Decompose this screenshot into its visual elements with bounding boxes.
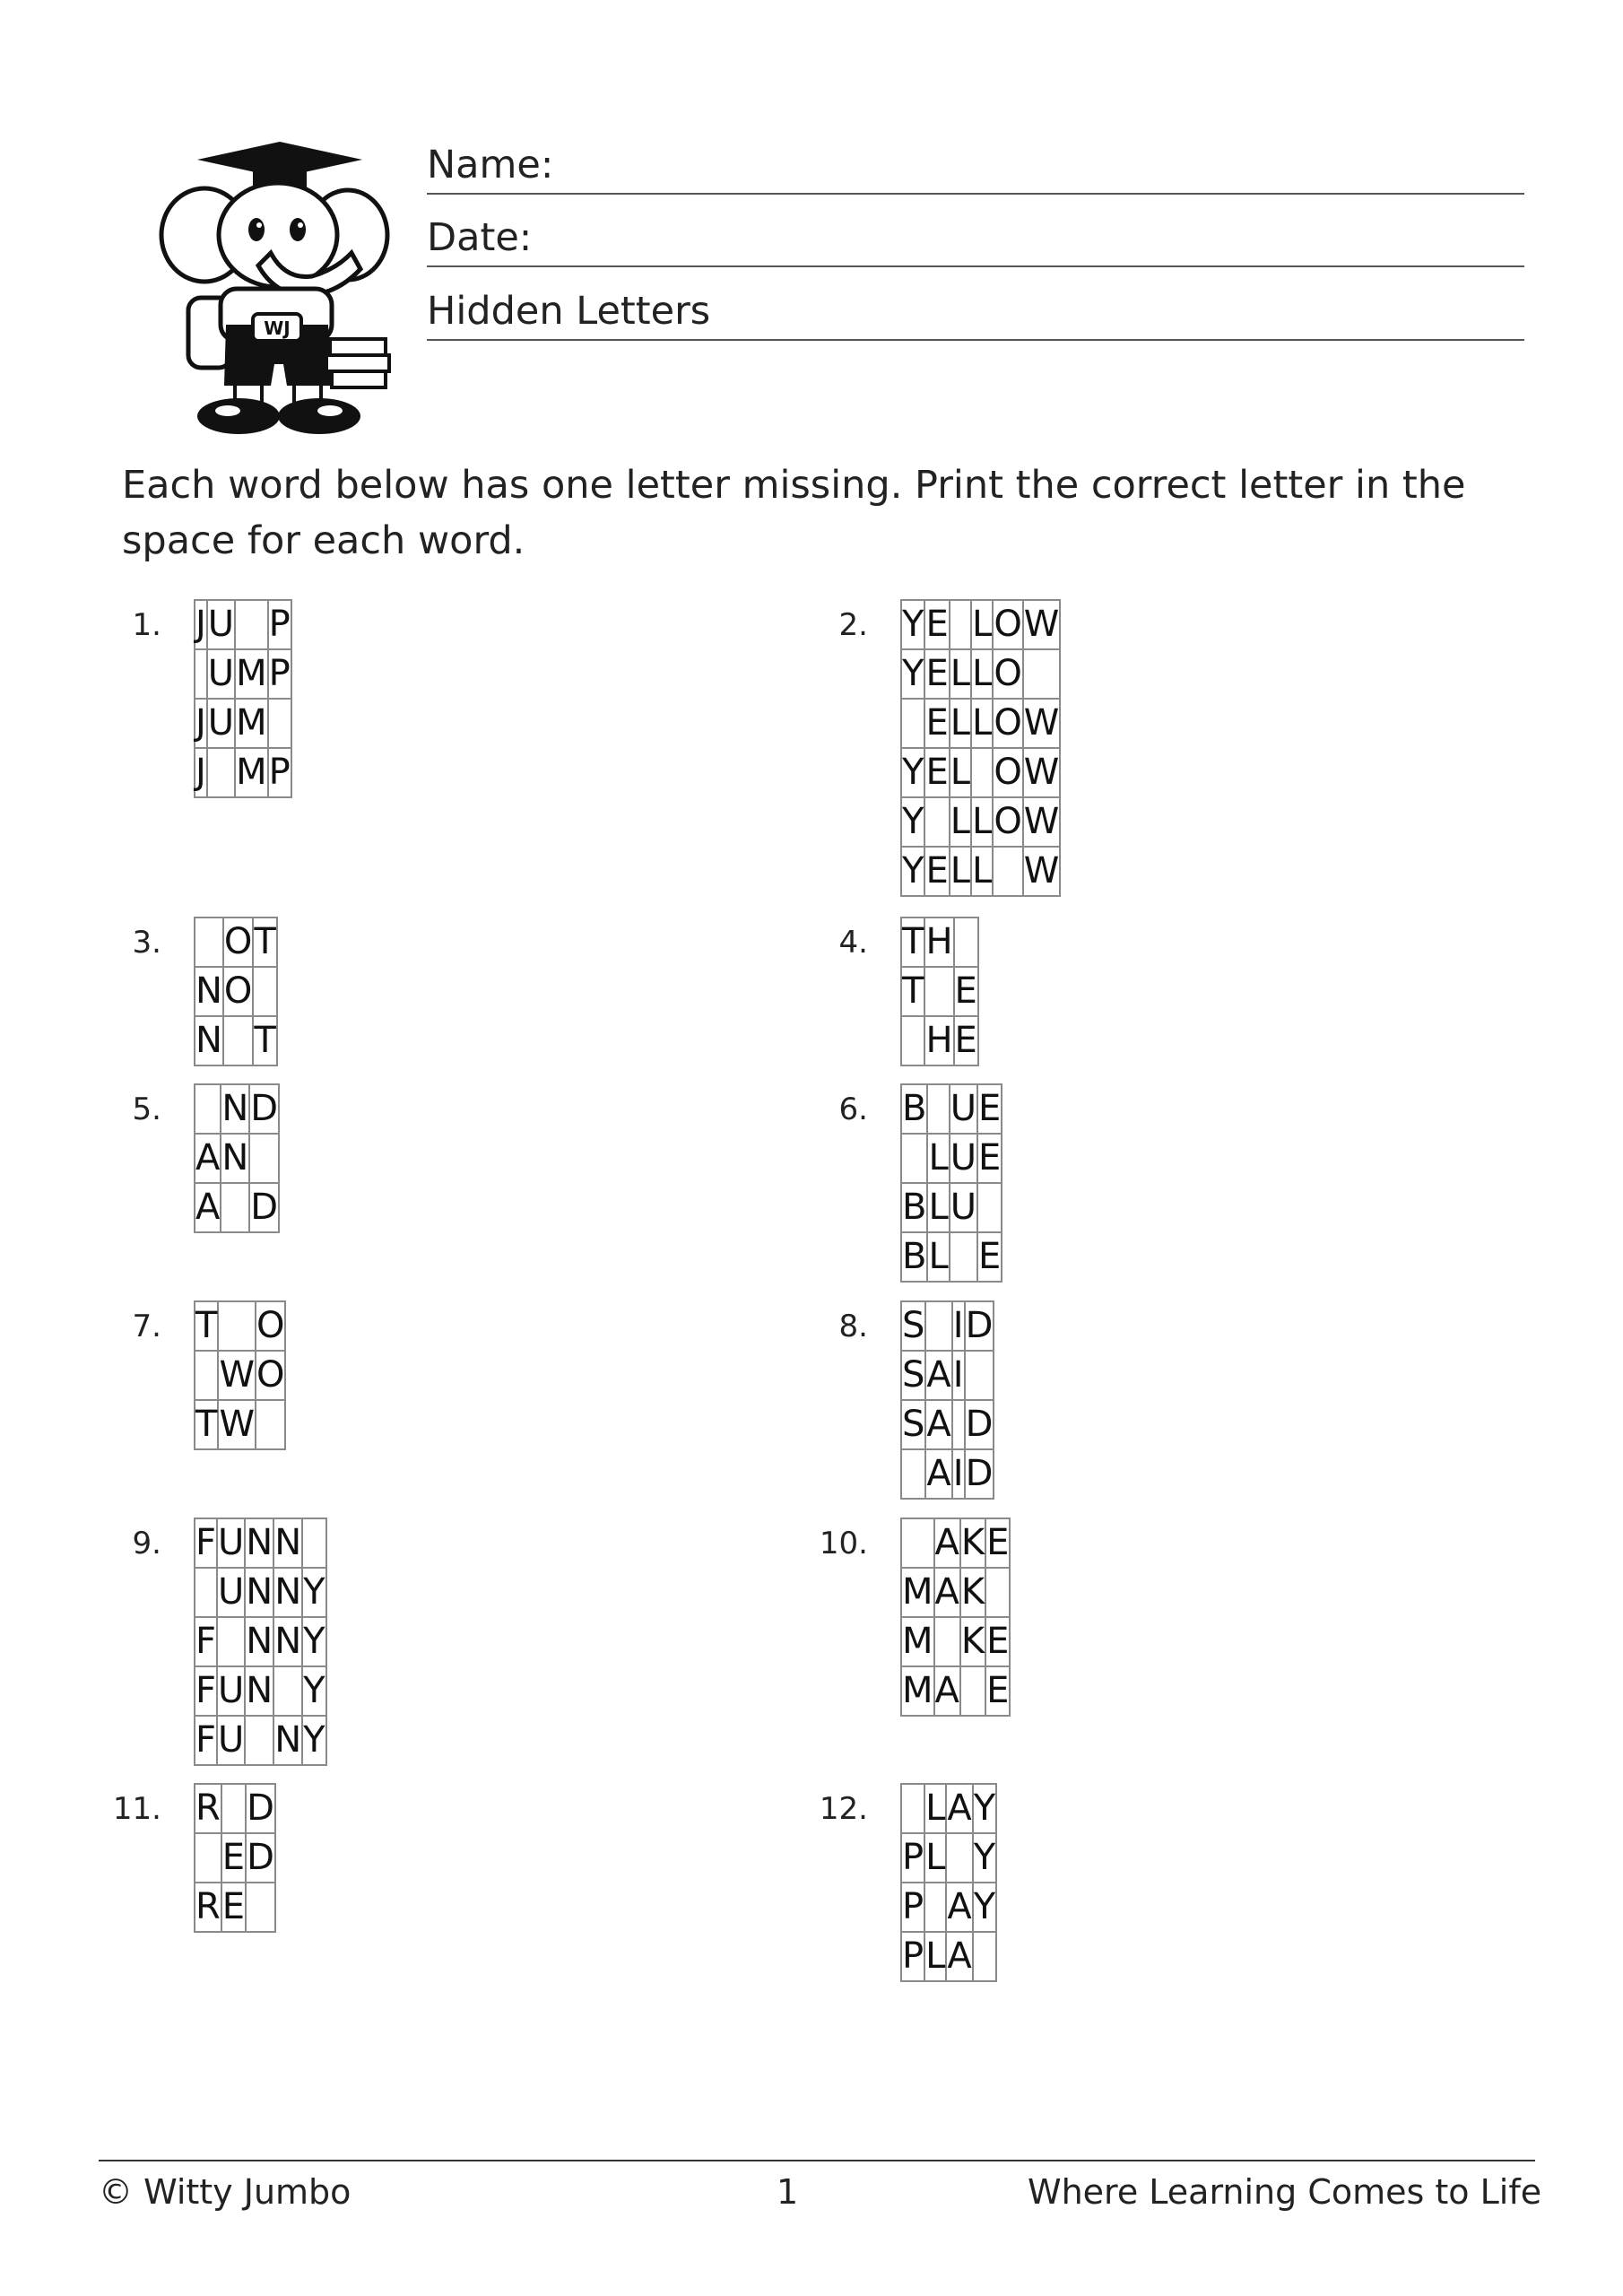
letter-cell: I xyxy=(952,1351,965,1400)
puzzle-number: 1. xyxy=(132,607,161,643)
letter-cell: O xyxy=(993,649,1022,699)
blank-letter-cell[interactable] xyxy=(950,1232,977,1282)
blank-letter-cell[interactable] xyxy=(934,1617,960,1666)
letter-cell: N xyxy=(245,1568,273,1617)
letter-grid xyxy=(194,917,278,1066)
letter-cell: D xyxy=(246,1833,275,1883)
grid-row xyxy=(901,1833,996,1883)
letter-cell: E xyxy=(977,1084,1002,1134)
blank-letter-cell[interactable] xyxy=(924,1883,946,1932)
letter-cell: Y xyxy=(901,600,924,649)
letter-cell: U xyxy=(217,1666,245,1716)
letter-cell: W xyxy=(1023,748,1061,797)
letter-cell: Y xyxy=(901,797,924,847)
blank-letter-cell[interactable] xyxy=(223,1016,253,1065)
instructions-text: Each word below has one letter missing. Print the correct letter in the space for each word. xyxy=(122,463,1466,563)
letter-cell: E xyxy=(985,1617,1010,1666)
blank-letter-cell[interactable] xyxy=(195,1084,221,1134)
puzzle-number: 5. xyxy=(132,1091,161,1127)
letter-cell: O xyxy=(993,797,1022,847)
grid-row xyxy=(901,967,978,1016)
letter-cell: P xyxy=(901,1883,924,1932)
grid-row xyxy=(901,1016,978,1065)
blank-letter-cell[interactable] xyxy=(195,1568,217,1617)
letter-cell: J xyxy=(195,600,207,649)
date-field-line[interactable] xyxy=(427,212,1524,267)
letter-cell: A xyxy=(946,1932,972,1981)
blank-letter-cell[interactable] xyxy=(901,1016,924,1065)
grid-row xyxy=(195,1568,326,1617)
grid-row xyxy=(195,1016,277,1065)
grid-row xyxy=(901,1883,996,1932)
grid-row xyxy=(901,1449,994,1499)
grid-row xyxy=(901,1351,994,1400)
grid-row xyxy=(901,1617,1010,1666)
grid-row xyxy=(195,1833,275,1883)
letter-cell: A xyxy=(934,1518,960,1568)
date-label: Date: xyxy=(427,215,533,260)
letter-grid xyxy=(194,1300,286,1450)
puzzle-number: 9. xyxy=(132,1526,161,1561)
letter-cell: A xyxy=(195,1183,221,1232)
letter-cell: E xyxy=(924,847,949,896)
letter-cell: N xyxy=(245,1518,273,1568)
footer-page-number: 1 xyxy=(777,2172,799,2212)
blank-letter-cell[interactable] xyxy=(207,748,235,797)
letter-cell: Y xyxy=(901,748,924,797)
letter-cell: U xyxy=(207,649,235,699)
letter-cell: E xyxy=(954,1016,978,1065)
blank-letter-cell[interactable] xyxy=(245,1716,273,1765)
letter-cell: K xyxy=(960,1617,985,1666)
letter-cell: W xyxy=(218,1351,256,1400)
grid-row xyxy=(901,600,1060,649)
letter-cell: A xyxy=(946,1784,972,1833)
letter-cell: O xyxy=(223,918,253,967)
letter-cell: M xyxy=(235,699,268,748)
letter-cell: L xyxy=(950,797,971,847)
letter-cell: W xyxy=(1023,600,1061,649)
grid-row xyxy=(195,1784,275,1833)
letter-cell: N xyxy=(195,1016,223,1065)
letter-cell: M xyxy=(901,1617,934,1666)
letter-cell: I xyxy=(952,1449,965,1499)
grid-row xyxy=(195,918,277,967)
letter-cell: T xyxy=(195,1400,218,1449)
letter-grid xyxy=(900,599,1061,897)
mascot-badge-text: WJ xyxy=(264,317,291,339)
blank-letter-cell[interactable] xyxy=(901,699,924,748)
letter-cell: L xyxy=(950,699,971,748)
blank-letter-cell[interactable] xyxy=(256,1400,285,1449)
letter-cell: Y xyxy=(302,1617,325,1666)
letter-cell: Y xyxy=(901,847,924,896)
letter-cell: A xyxy=(195,1134,221,1183)
blank-letter-cell[interactable] xyxy=(993,847,1022,896)
blank-letter-cell[interactable] xyxy=(960,1666,985,1716)
letter-cell: U xyxy=(950,1134,977,1183)
blank-letter-cell[interactable] xyxy=(954,918,978,967)
letter-cell: N xyxy=(273,1568,302,1617)
grid-row xyxy=(901,1084,1002,1134)
letter-cell: O xyxy=(993,748,1022,797)
letter-cell: L xyxy=(927,1183,949,1232)
letter-cell: N xyxy=(245,1617,273,1666)
worksheet-title: Hidden Letters xyxy=(427,289,711,334)
letter-grid xyxy=(900,1518,1011,1717)
letter-cell: E xyxy=(221,1883,246,1932)
letter-cell: T xyxy=(253,1016,276,1065)
puzzle-number: 3. xyxy=(132,925,161,961)
letter-grid xyxy=(900,1300,994,1500)
letter-cell: U xyxy=(207,600,235,649)
puzzle-number: 6. xyxy=(838,1091,868,1127)
letter-cell: D xyxy=(249,1183,279,1232)
letter-cell: L xyxy=(927,1232,949,1282)
grid-row xyxy=(195,1134,279,1183)
blank-letter-cell[interactable] xyxy=(302,1518,325,1568)
letter-cell: E xyxy=(977,1134,1002,1183)
letter-grid xyxy=(900,1083,1002,1283)
letter-cell: D xyxy=(965,1400,994,1449)
blank-letter-cell[interactable] xyxy=(253,967,276,1016)
letter-cell: L xyxy=(950,748,971,797)
blank-letter-cell[interactable] xyxy=(221,1183,249,1232)
puzzle-number: 10. xyxy=(819,1526,868,1561)
grid-row xyxy=(901,1518,1010,1568)
grid-row xyxy=(901,1134,1002,1183)
grid-row xyxy=(901,1301,994,1351)
letter-cell: U xyxy=(950,1183,977,1232)
letter-cell: E xyxy=(954,967,978,1016)
blank-letter-cell[interactable] xyxy=(221,1784,246,1833)
footer-copyright: © Witty Jumbo xyxy=(99,2172,352,2212)
letter-cell: Y xyxy=(302,1666,325,1716)
name-label: Name: xyxy=(427,143,554,187)
letter-cell: A xyxy=(946,1883,972,1932)
letter-cell: W xyxy=(1023,797,1061,847)
letter-cell: H xyxy=(924,918,953,967)
letter-cell: S xyxy=(901,1301,925,1351)
letter-cell: A xyxy=(925,1351,951,1400)
letter-cell: L xyxy=(971,797,993,847)
grid-row xyxy=(901,918,978,967)
letter-cell: L xyxy=(950,847,971,896)
letter-cell: R xyxy=(195,1784,221,1833)
blank-letter-cell[interactable] xyxy=(924,797,949,847)
letter-cell: K xyxy=(960,1518,985,1568)
letter-cell: P xyxy=(268,649,291,699)
letter-cell: U xyxy=(217,1518,245,1568)
letter-cell: D xyxy=(249,1084,279,1134)
letter-cell: N xyxy=(221,1084,249,1134)
worksheet-title-line xyxy=(427,285,1524,341)
blank-letter-cell[interactable] xyxy=(901,1784,924,1833)
blank-letter-cell[interactable] xyxy=(235,600,268,649)
blank-letter-cell[interactable] xyxy=(249,1134,279,1183)
grid-row xyxy=(195,1084,279,1134)
blank-letter-cell[interactable] xyxy=(901,1134,927,1183)
grid-row xyxy=(195,1301,285,1351)
blank-letter-cell[interactable] xyxy=(965,1351,994,1400)
letter-cell: L xyxy=(971,600,993,649)
letter-grid xyxy=(900,1783,997,1982)
letter-grid xyxy=(900,917,979,1066)
grid-row xyxy=(195,1617,326,1666)
letter-cell: L xyxy=(950,649,971,699)
letter-cell: B xyxy=(901,1183,927,1232)
letter-cell: I xyxy=(952,1301,965,1351)
letter-cell: T xyxy=(901,967,924,1016)
letter-cell: A xyxy=(925,1400,951,1449)
grid-row xyxy=(195,699,291,748)
letter-cell: N xyxy=(221,1134,249,1183)
puzzle-number: 7. xyxy=(132,1309,161,1344)
letter-cell: W xyxy=(218,1400,256,1449)
letter-cell: L xyxy=(971,847,993,896)
letter-cell: K xyxy=(960,1568,985,1617)
letter-cell: W xyxy=(1023,847,1061,896)
letter-cell: M xyxy=(235,649,268,699)
letter-cell: D xyxy=(965,1449,994,1499)
footer-divider xyxy=(99,2160,1535,2161)
letter-cell: L xyxy=(971,649,993,699)
letter-cell: W xyxy=(1023,699,1061,748)
letter-cell: M xyxy=(235,748,268,797)
letter-cell: E xyxy=(924,748,949,797)
letter-cell: T xyxy=(195,1301,218,1351)
letter-cell: E xyxy=(924,699,949,748)
letter-cell: S xyxy=(901,1400,925,1449)
blank-letter-cell[interactable] xyxy=(268,699,291,748)
letter-cell: F xyxy=(195,1617,217,1666)
letter-cell: P xyxy=(901,1833,924,1883)
grid-row xyxy=(901,748,1060,797)
letter-cell: P xyxy=(268,600,291,649)
letter-cell: U xyxy=(217,1568,245,1617)
letter-cell: N xyxy=(195,967,223,1016)
grid-row xyxy=(901,1400,994,1449)
letter-cell: E xyxy=(977,1232,1002,1282)
letter-cell: N xyxy=(273,1518,302,1568)
puzzle-number: 2. xyxy=(838,607,868,643)
grid-row xyxy=(195,1518,326,1568)
letter-cell: F xyxy=(195,1666,217,1716)
letter-cell: E xyxy=(924,649,949,699)
blank-letter-cell[interactable] xyxy=(973,1932,996,1981)
letter-cell: N xyxy=(245,1666,273,1716)
grid-row xyxy=(195,1400,285,1449)
letter-cell: D xyxy=(965,1301,994,1351)
puzzle-number: 8. xyxy=(838,1309,868,1344)
letter-grid xyxy=(194,1783,276,1933)
grid-row xyxy=(901,1568,1010,1617)
blank-letter-cell[interactable] xyxy=(971,748,993,797)
letter-cell: S xyxy=(901,1351,925,1400)
letter-cell: E xyxy=(924,600,949,649)
letter-cell: N xyxy=(273,1617,302,1666)
grid-row xyxy=(195,600,291,649)
grid-row xyxy=(901,1932,996,1981)
elephant-mascot-illustration xyxy=(152,135,408,439)
grid-row xyxy=(195,1183,279,1232)
blank-letter-cell[interactable] xyxy=(952,1400,965,1449)
puzzle-number: 11. xyxy=(112,1791,161,1827)
letter-cell: O xyxy=(256,1351,285,1400)
puzzle-number: 4. xyxy=(838,925,868,961)
grid-row xyxy=(901,699,1060,748)
letter-cell: A xyxy=(934,1666,960,1716)
puzzle-number: 12. xyxy=(819,1791,868,1827)
blank-letter-cell[interactable] xyxy=(195,918,223,967)
letter-cell: Y xyxy=(973,1883,996,1932)
blank-letter-cell[interactable] xyxy=(950,600,971,649)
letter-cell: P xyxy=(901,1932,924,1981)
letter-cell: U xyxy=(950,1084,977,1134)
letter-grid xyxy=(194,599,292,798)
letter-cell: P xyxy=(268,748,291,797)
letter-cell: O xyxy=(256,1301,285,1351)
letter-cell: Y xyxy=(302,1716,325,1765)
letter-cell: Y xyxy=(973,1833,996,1883)
letter-cell: N xyxy=(273,1716,302,1765)
grid-row xyxy=(901,649,1060,699)
letter-cell: L xyxy=(924,1833,946,1883)
grid-row xyxy=(901,1183,1002,1232)
letter-cell: O xyxy=(993,699,1022,748)
letter-cell: Y xyxy=(973,1784,996,1833)
grid-row xyxy=(195,748,291,797)
letter-cell: O xyxy=(993,600,1022,649)
blank-letter-cell[interactable] xyxy=(217,1617,245,1666)
letter-cell: T xyxy=(901,918,924,967)
grid-row xyxy=(195,967,277,1016)
blank-letter-cell[interactable] xyxy=(273,1666,302,1716)
grid-row xyxy=(901,1232,1002,1282)
letter-grid xyxy=(194,1518,327,1766)
letter-cell: M xyxy=(901,1568,934,1617)
grid-row xyxy=(901,1784,996,1833)
letter-cell: A xyxy=(934,1568,960,1617)
grid-row xyxy=(901,797,1060,847)
letter-cell: L xyxy=(927,1134,949,1183)
grid-row xyxy=(195,649,291,699)
letter-cell: D xyxy=(246,1784,275,1833)
blank-letter-cell[interactable] xyxy=(901,1449,925,1499)
blank-letter-cell[interactable] xyxy=(1023,649,1061,699)
letter-cell: U xyxy=(217,1716,245,1765)
blank-letter-cell[interactable] xyxy=(195,1833,221,1883)
letter-cell: L xyxy=(924,1932,946,1981)
letter-cell: Y xyxy=(901,649,924,699)
blank-letter-cell[interactable] xyxy=(246,1883,275,1932)
grid-row xyxy=(901,847,1060,896)
blank-letter-cell[interactable] xyxy=(195,1351,218,1400)
letter-cell: E xyxy=(985,1518,1010,1568)
name-field-line[interactable] xyxy=(427,139,1524,195)
blank-letter-cell[interactable] xyxy=(901,1518,934,1568)
blank-letter-cell[interactable] xyxy=(218,1301,256,1351)
letter-cell: H xyxy=(924,1016,953,1065)
letter-cell: J xyxy=(195,748,207,797)
letter-cell: F xyxy=(195,1518,217,1568)
grid-row xyxy=(195,1716,326,1765)
letter-cell: M xyxy=(901,1666,934,1716)
blank-letter-cell[interactable] xyxy=(195,649,207,699)
letter-cell: A xyxy=(925,1449,951,1499)
blank-letter-cell[interactable] xyxy=(985,1568,1010,1617)
letter-cell: F xyxy=(195,1716,217,1765)
letter-cell: B xyxy=(901,1084,927,1134)
grid-row xyxy=(195,1351,285,1400)
letter-cell: U xyxy=(207,699,235,748)
blank-letter-cell[interactable] xyxy=(946,1833,972,1883)
letter-cell: O xyxy=(223,967,253,1016)
letter-cell: J xyxy=(195,699,207,748)
letter-cell: E xyxy=(221,1833,246,1883)
letter-cell: Y xyxy=(302,1568,325,1617)
letter-cell: R xyxy=(195,1883,221,1932)
footer-tagline: Where Learning Comes to Life xyxy=(1028,2172,1542,2212)
grid-row xyxy=(901,1666,1010,1716)
letter-cell: B xyxy=(901,1232,927,1282)
letter-cell: L xyxy=(971,699,993,748)
letter-cell: L xyxy=(924,1784,946,1833)
letter-grid xyxy=(194,1083,280,1233)
blank-letter-cell[interactable] xyxy=(924,967,953,1016)
letter-cell: E xyxy=(985,1666,1010,1716)
blank-letter-cell[interactable] xyxy=(977,1183,1002,1232)
grid-row xyxy=(195,1883,275,1932)
grid-row xyxy=(195,1666,326,1716)
blank-letter-cell[interactable] xyxy=(925,1301,951,1351)
blank-letter-cell[interactable] xyxy=(927,1084,949,1134)
letter-cell: T xyxy=(253,918,276,967)
